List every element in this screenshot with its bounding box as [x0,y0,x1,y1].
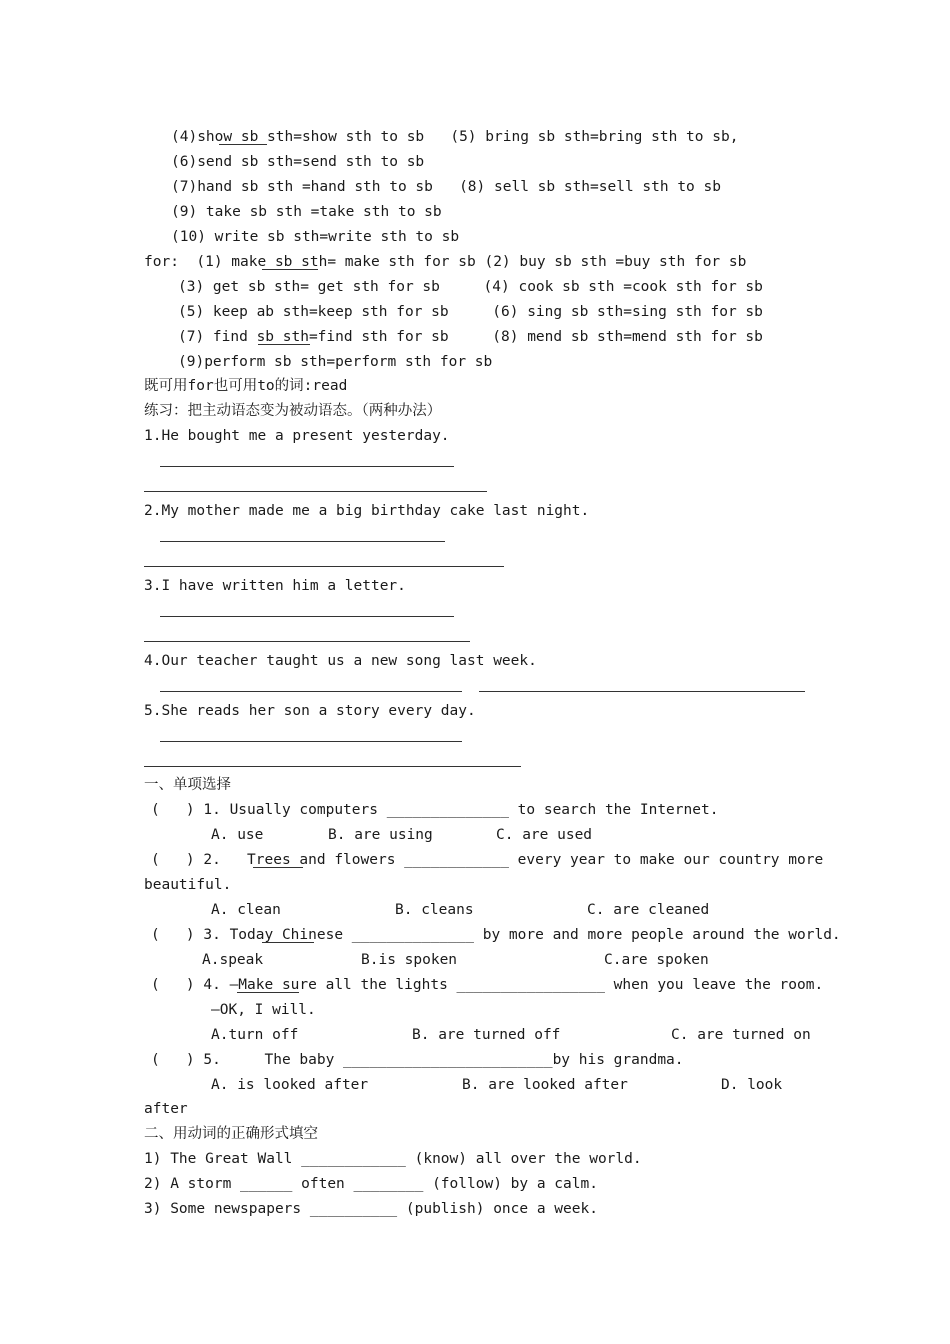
for-line-3: (5) keep ab sth=keep sth for sb (6) sing sb sth=sing sth for sb [178,304,763,320]
fill-line-2: 2) A storm ______ often ________ (follow) by a calm. [144,1176,598,1192]
q4-option-c: C. are turned on [671,1027,811,1043]
for-line-1: for: (1) make sb sth= make sth for sb (2) buy sb sth =buy sth for sb [144,254,747,270]
underline-mark [219,144,267,145]
q4-option-a: A.turn off [211,1027,299,1043]
q1-option-c: C. are used [496,827,593,843]
q5-option-d: D. look [721,1077,783,1093]
answer-line [160,541,445,542]
q3-stem: ( ) 3. Today Chinese ______________ by more and more people around the world. [151,927,841,943]
exercise-sentence-5: 5.She reads her son a story every day. [144,703,476,719]
exercise-sentence-1: 1.He bought me a present yesterday. [144,428,450,444]
answer-line [144,766,521,767]
exercise-sentence-4: 4.Our teacher taught us a new song last week. [144,653,537,669]
underline-mark [253,867,303,868]
q1-option-a: A. use [211,827,264,843]
exercise-sentence-2: 2.My mother made me a big birthday cake last night. [144,503,590,519]
section1-title: 一、单项选择 [144,777,231,793]
to-line-1: (4)show sb sth=show sth to sb (5) bring sb sth=bring sth to sb, [171,129,739,145]
answer-line [144,566,504,567]
q3-option-b: B.is spoken [361,952,458,968]
to-line-5: (10) write sb sth=write sth to sb [171,229,460,245]
q1-stem: ( ) 1. Usually computers ______________ to search the Internet. [151,802,719,818]
to-line-2: (6)send sb sth=send sth to sb [171,154,425,170]
q2-option-a: A. clean [211,902,281,918]
section2-title: 二、用动词的正确形式填空 [144,1126,318,1142]
exercise-sentence-3: 3.I have written him a letter. [144,578,406,594]
to-line-3: (7)hand sb sth =hand sth to sb (8) sell sb sth=sell sth to sb [171,179,721,195]
q2-stem: ( ) 2. Trees and flowers ____________ every year to make our country more [151,852,824,868]
q5-option-b: B. are looked after [462,1077,628,1093]
q5-stem: ( ) 5. The baby ________________________by his grandma. [151,1052,684,1068]
answer-line [160,616,454,617]
q5-continuation: after [144,1101,188,1117]
answer-line [160,466,454,467]
q2-option-c: C. are cleaned [587,902,710,918]
answer-line [144,641,470,642]
q1-option-b: B. are using [328,827,433,843]
q5-option-a: A. is looked after [211,1077,369,1093]
underline-mark [237,992,299,993]
answer-line [160,691,462,692]
both-note: 既可用for也可用to的词:read [144,378,348,394]
fill-line-3: 3) Some newspapers __________ (publish) once a week. [144,1201,598,1217]
q4-option-b: B. are turned off [412,1027,561,1043]
underline-mark [262,269,318,270]
for-line-2: (3) get sb sth= get sth for sb (4) cook sb sth =cook sth for sb [178,279,763,295]
answer-line [144,491,487,492]
q3-option-c: C.are spoken [604,952,709,968]
underline-mark [258,344,310,345]
q2-option-b: B. cleans [395,902,474,918]
q4-continuation: —OK, I will. [211,1002,316,1018]
to-line-4: (9) take sb sth =take sth to sb [171,204,442,220]
q2-continuation: beautiful. [144,877,232,893]
for-line-5: (9)perform sb sth=perform sth for sb [178,354,493,370]
answer-line [160,741,462,742]
q4-stem: ( ) 4. —Make sure all the lights _________________ when you leave the room. [151,977,824,993]
answer-line [479,691,805,692]
for-line-4: (7) find sb sth=find sth for sb (8) mend sb sth=mend sth for sb [178,329,763,345]
exercise-title: 练习：把主动语态变为被动语态。（两种办法） [144,403,442,419]
q3-option-a: A.speak [202,952,264,968]
underline-mark [262,942,314,943]
fill-line-1: 1) The Great Wall ____________ (know) all over the world. [144,1151,642,1167]
